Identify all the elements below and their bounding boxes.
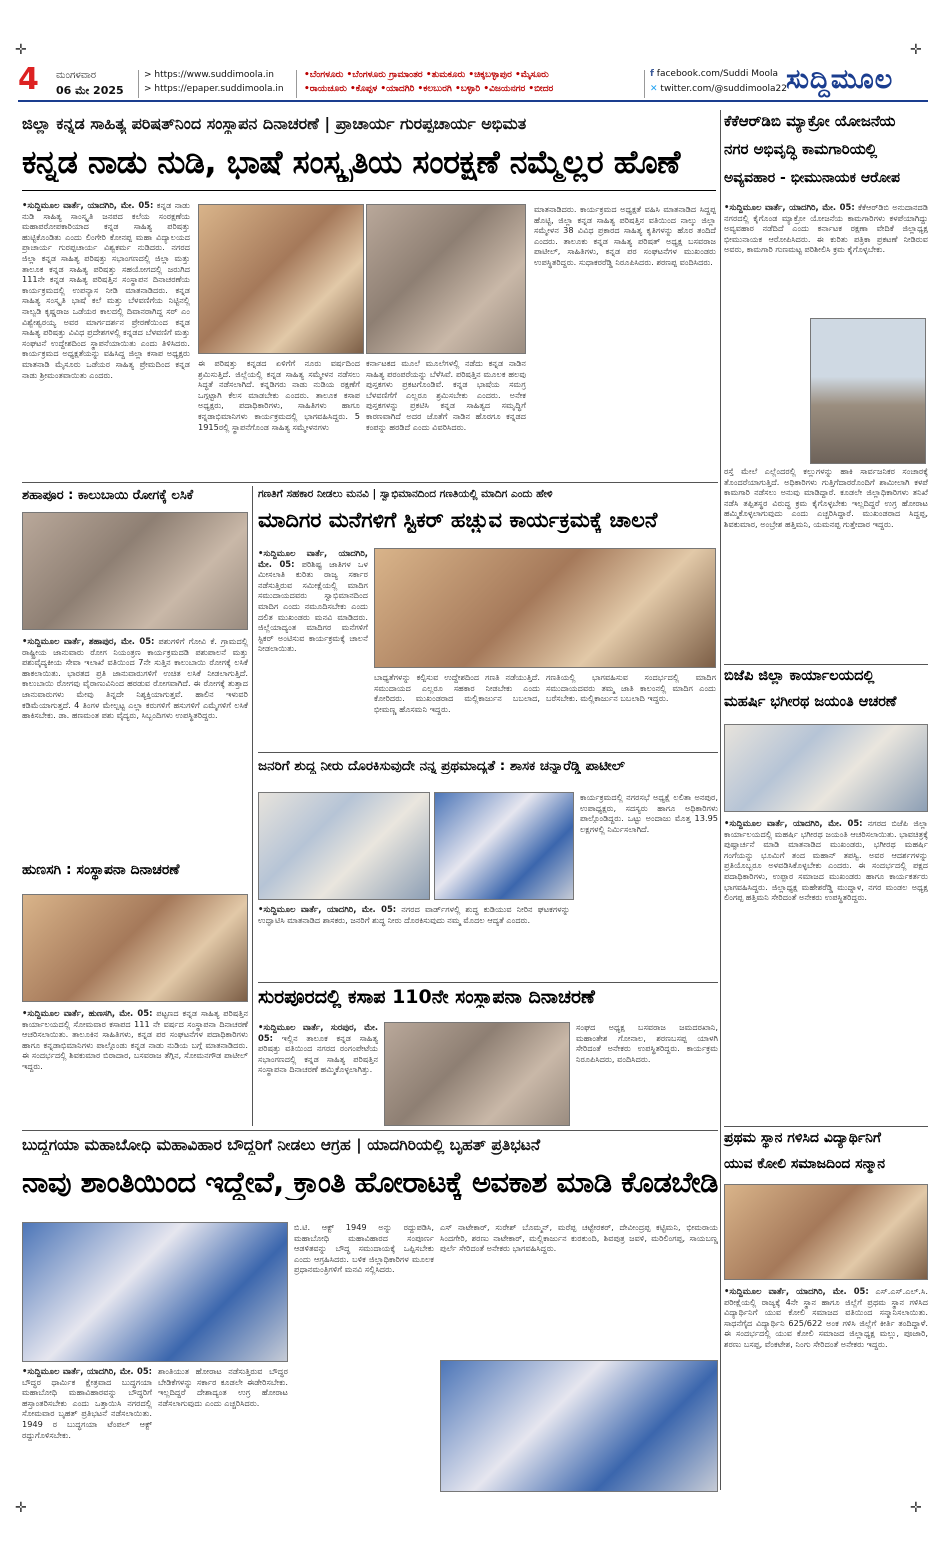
bjp-headline-l1: ಬಿಜೆಪಿ ಜಿಲ್ಲಾ ಕಾರ್ಯಾಲಯದಲ್ಲಿ: [724, 668, 875, 684]
main-byline: •ಸುದ್ದಿಮೂಲ ವಾರ್ತೆ, ಯಾದಗಿರಿ, ಮೇ. 05:: [22, 200, 154, 210]
side1-text1: ಕೆಕೆಆರ್‌ಡಿಬಿ ಅನುದಾನದಡಿ ನಗರದಲ್ಲಿ ಕೈಗೊಂಡ ಮ್ಯಾಕ್ರೋ ಯೋಜನೆಯ ಕಾಮಗಾರಿಗಳು ಕಳಪೆಯಾಗಿದ್ದು ಅವ್ಯವಹಾರ ನಡೆದಿದೆ ಎಂದು ಕರ್ನಾಟಕ ರಕ್ಷಣಾ ವೇದಿಕೆ ಜಿಲ್ಲಾಧ್ಯಕ್ಷ ಭೀಮುನಾಯಕ ಆರೋಪಿಸಿದರು. ಈ ಕುರಿತು ಪತ್ರಿಕಾ ಪ್ರಕಟಣೆ ನೀಡಿರುವ ಅವರು, ಕಾಮಗಾರಿ ಗುಣಮಟ್ಟ ಪರಿಶೀಲಿಸಿ ಕ್ರಮ ಕೈಗೊಳ್ಳಬೇಕು.: [724, 202, 928, 255]
buddha-kicker: ಬುದ್ಧಗಯಾ ಮಹಾಬೋಧಿ ಮಹಾವಿಹಾರ ಬೌದ್ಧರಿಗೆ ನೀಡಲು ಆಗ್ರಹ | ಯಾದಗಿರಿಯಲ್ಲಿ ಬೃಹತ್ ಪ್ರತಿಭಟನೆ: [22, 1136, 541, 1154]
masthead: [18, 62, 928, 104]
surapur-text2: ಸಂಘದ ಅಧ್ಯಕ್ಷ ಬಸವರಾಜ ಜಮದರಖಾನಿ, ಮಹಾಂತೇಶ ಗೋನಾಲ, ಶರಣಬಸಪ್ಪ ಯಾಳಗಿ ಸೇರಿದಂತೆ ಅನೇಕರು ಉಪಸ್ಥಿತರಿದ್ದರು. ಕಾರ್ಯಕ್ರಮ ನಿರೂಪಿಸಿದರು, ವಂದಿಸಿದರು.: [576, 1022, 718, 1064]
main-col3: ಕರ್ನಾಟಕದ ಮೂಲೆ ಮೂಲೆಗಳಲ್ಲಿ ನಡೆದು ಕನ್ನಡ ನಾಡಿನ ಸಾಹಿತ್ಯ ಪರಂಪರೆಯನ್ನು ಬೆಳೆಸಿವೆ. ಪರಿಷತ್ತಿನ ಮೂಲಕ ಹಲವು ಪುಸ್ತಕಗಳು ಪ್ರಕಟಗೊಂಡಿವೆ. ಕನ್ನಡ ಭಾಷೆಯ ಸಮಗ್ರ ಬೆಳವಣಿಗೆಗೆ ಎಲ್ಲರೂ ಶ್ರಮಿಸಬೇಕು ಎಂದರು. ಅನೇಕ ಪುಸ್ತಕಗಳನ್ನು ಪ್ರಕಟಿಸಿ ಕನ್ನಡ ಸಾಹಿತ್ಯದ ಸಮೃದ್ಧಿಗೆ ಕಾರಣವಾಗಿದೆ ಅದರ ಜೊತೆಗೆ ನಾಡಿನ ಹೊರಗೂ ಕನ್ನಡದ ಕಂಪನ್ನು ಹರಡಿದೆ ಎಂದು ವಿವರಿಸಿದರು.: [366, 358, 526, 432]
twitter-icon[interactable]: ✕: [650, 84, 658, 94]
side1-road-photo: [810, 318, 926, 464]
surapur-headline: ಸುರಪೂರದಲ್ಲಿ ಕಸಾಪ 110ನೇ ಸಂಸ್ಥಾಪನಾ ದಿನಾಚರಣೆ: [258, 986, 595, 1008]
buddha-byline: •ಸುದ್ದಿಮೂಲ ವಾರ್ತೆ, ಯಾದಗಿರಿ, ಮೇ. 05:: [22, 1366, 152, 1376]
water-text2: ಕಾರ್ಯಕ್ರಮದಲ್ಲಿ ನಗರಸಭೆ ಅಧ್ಯಕ್ಷೆ ಲಲಿತಾ ಅನಪುರ, ಉಪಾಧ್ಯಕ್ಷರು, ಸದಸ್ಯರು ಹಾಗೂ ಅಧಿಕಾರಿಗಳು ಪಾಲ್ಗೊಂಡಿದ್ದರು. ಒಟ್ಟು ಅಂದಾಜು ಮೊತ್ತ 13.95 ಲಕ್ಷಗಳಲ್ಲಿ ನಿರ್ಮಿಸಲಾಗಿದೆ.: [580, 792, 718, 834]
shahapur-text: ಪಶುಗಳಿಗೆ ಗೋವಿ ಕೆ. ಗ್ರಾಮದಲ್ಲಿ ರಾಷ್ಟ್ರೀಯ ಜಾನುವಾರು ರೋಗ ನಿಯಂತ್ರಣ ಕಾರ್ಯಕ್ರಮದಡಿ ಪಶುಪಾಲನೆ ಮತ್ತು ಪಶುವೈದ್ಯಕೀಯ ಸೇವಾ ಇಲಾಖೆ ವತಿಯಿಂದ 7ನೇ ಸುತ್ತಿನ ಕಾಲುಬಾಯಿ ರೋಗಕ್ಕೆ ಲಸಿಕೆ ಹಾಕಲಾಯಿತು. ಭಾರತದ ಪ್ರತಿ ಜಾನುವಾರುಗಳಿಗೆ ಉಚಿತ ಲಸಿಕೆ ನೀಡಲಾಗುತ್ತಿದೆ. ಕಾಲುಬಾಯಿ ರೋಗವು ವೈರಾಣುವಿನಿಂದ ಹರಡುವ ರೋಗವಾಗಿದೆ. ಈ ರೋಗಕ್ಕೆ ತುತ್ತಾದ ಜಾನುವಾರುಗಳು ಮೇವು ತಿನ್ನದೇ ನಿಶ್ಯಕ್ತಿಯಾಗುತ್ತವೆ. ಹಾಲಿನ ಇಳುವರಿ ಕಡಿಮೆಯಾಗುತ್ತದೆ. 4 ತಿಂಗಳ ಮೇಲ್ಪಟ್ಟ ಎಲ್ಲಾ ಕರುಗಳಿಗೆ ಹಸುಗಳಿಗೆ ಎಮ್ಮೆಗಳಿಗೆ ಲಸಿಕೆ ಹಾಕಿಸಬೇಕು. ಡಾ. ಹಣಮಂತ ಪಶು ವೈದ್ಯರು, ಸಿಬ್ಬಂದಿಗಳು ಉಪಸ್ಥಿತರಿದ್ದರು.: [22, 636, 248, 721]
bjp-story: [724, 668, 928, 1124]
buddha-text3: ಬಿ.ಟಿ. ಆಕ್ಟ್ 1949 ಅನ್ನು ರದ್ದುಪಡಿಸಿ, ಮಹಾಬೋಧಿ ಮಹಾವಿಹಾರದ ಸಂಪೂರ್ಣ ಆಡಳಿತವನ್ನು ಬೌದ್ಧ ಸಮುದಾಯಕ್ಕೆ ಒಪ್ಪಿಸಬೇಕು ಎಂದು ಆಗ್ರಹಿಸಿದರು. ಬಳಿಕ ಜಿಲ್ಲಾಧಿಕಾರಿಗಳ ಮೂಲಕ ಪ್ರಧಾನಮಂತ್ರಿಗಳಿಗೆ ಮನವಿ ಸಲ್ಲಿಸಿದರು.: [294, 1222, 434, 1275]
surapur-photo: [384, 1022, 570, 1126]
madiga-text2: ಬಾಧ್ಯತೆಗಳನ್ನು ಕಲ್ಪಿಸುವ ಉದ್ದೇಶದಿಂದ ಗಣತಿ ನಡೆಯುತ್ತಿದೆ. ಸಮುದಾಯದ ಎಲ್ಲರೂ ಸಹಕಾರ ನೀಡಬೇಕು ಎಂದು ಕೋರಿದರು. ಮುಖಂಡರಾದ ಮಲ್ಲಿಕಾರ್ಜುನ ಬಬಲಾದ, ಭೀಮಣ್ಣ ಹೊಸಮನಿ ಇದ್ದರು.: [374, 672, 540, 714]
epaper-link[interactable]: > https://epaper.suddimoola.in: [144, 84, 284, 94]
hunasagi-story: [22, 862, 248, 1128]
madiga-photo: [374, 548, 716, 668]
shahapur-headline: ಶಹಾಪೂರ : ಕಾಲುಬಾಯಿ ರೋಗಕ್ಕೆ ಲಸಿಕೆ: [22, 488, 194, 503]
website-link[interactable]: > https://www.suddimoola.in: [144, 70, 274, 80]
registration-mark-icon: ✛: [15, 42, 27, 58]
side1-headline-l3: ಅವ್ಯವಹಾರ - ಭೀಮುನಾಯಕ ಆರೋಪ: [724, 170, 900, 186]
vidyarthi-text: ಎಸ್.ಎಸ್.ಎಲ್.ಸಿ. ಪರೀಕ್ಷೆಯಲ್ಲಿ ರಾಜ್ಯಕ್ಕೆ 4ನೇ ಸ್ಥಾನ ಹಾಗೂ ಜಿಲ್ಲೆಗೆ ಪ್ರಥಮ ಸ್ಥಾನ ಗಳಿಸಿದ ವಿದ್ಯಾರ್ಥಿನಿಗೆ ಯುವ ಕೋಲಿ ಸಮಾಜದ ವತಿಯಿಂದ ಸನ್ಮಾನಿಸಲಾಯಿತು. ಸಾಧನೆಗೈದ ವಿದ್ಯಾರ್ಥಿನಿ 625/622 ಅಂಕ ಗಳಿಸಿ ಜಿಲ್ಲೆಗೆ ಕೀರ್ತಿ ತಂದಿದ್ದಾಳೆ. ಈ ಸಂದರ್ಭದಲ್ಲಿ ಯುವ ಕೋಲಿ ಸಮಾಜದ ಜಿಲ್ಲಾಧ್ಯಕ್ಷ ಮಲ್ಲು, ಪೂಜಾರಿ, ಶರಣು ಬಸಪ್ಪ, ವೆಂಕಟೇಶ, ನಿಂಗು ಸೇರಿದಂತೆ ಅನೇಕರು ಇದ್ದರು.: [724, 1286, 928, 1349]
facebook-icon[interactable]: f: [650, 69, 654, 79]
date: 06 ಮೇ 2025: [56, 84, 124, 97]
logo: ಸುದ್ದಿಮೂಲ: [786, 64, 894, 95]
districts-row-1: •ಬೆಂಗಳೂರು •ಬೆಂಗಳೂರು ಗ್ರಾಮಾಂತರ •ತುಮಕೂರು •ಚಿಕ್ಕಬಳ್ಳಾಪುರ •ಮೈಸೂರು: [304, 70, 549, 80]
buddha-text2: ಶಾಂತಿಯುತ ಹೋರಾಟ ನಡೆಸುತ್ತಿರುವ ಬೌದ್ಧರ ಬೇಡಿಕೆಗಳನ್ನು ಸರ್ಕಾರ ಕೂಡಲೇ ಈಡೇರಿಸಬೇಕು. ಇಲ್ಲದಿದ್ದರೆ ದೇಶಾದ್ಯಂತ ಉಗ್ರ ಹೋರಾಟ ನಡೆಸಲಾಗುವುದು ಎಂದು ಎಚ್ಚರಿಸಿದರು.: [158, 1366, 288, 1408]
madiga-text3: ಗಣತಿಯಲ್ಲಿ ಭಾಗವಹಿಸುವ ಸಂದರ್ಭದಲ್ಲಿ ಮಾದಿಗ ಸಮುದಾಯದವರು ತಮ್ಮ ಜಾತಿ ಕಾಲಂನಲ್ಲಿ ಮಾದಿಗ ಎಂದು ಬರೆಸಬೇಕು. ಮಲ್ಲಿಕಾರ್ಜುನ ಬಬಲಾದಿ ಇದ್ದರು.: [546, 672, 716, 704]
registration-mark-icon: ✛: [910, 1500, 922, 1516]
side1-headline-l2: ನಗರ ಅಭಿವೃದ್ಧಿ ಕಾಮಗಾರಿಯಲ್ಲಿ: [724, 140, 878, 158]
main-col1: ಕನ್ನಡ ನಾಡು ನುಡಿ ಸಾಹಿತ್ಯ ಸಾಂಸ್ಕೃತಿ ಜನಪದ ಕಲೆಯ ಸಂರಕ್ಷಣೆಯ ಮಹಾಪರೋಪಕಾರಿಯಾದ ಕನ್ನಡ ಸಾಹಿತ್ಯ ಪರಿಷತ್ತು ಹುಟ್ಟಿಕೊಂಡಿತು ಎಂದು ಲಿಂಗೇರಿ ಕೋನಪ್ಪ ಮಹಾ ವಿದ್ಯಾಲಯದ ಪ್ರಾಚಾರ್ಯ ಗುರಪ್ಪಚಾರ್ಯ ವಿಶ್ವಕರ್ಮ ನುಡಿದರು. ನಗರದ ಜಿಲ್ಲಾ ಕನ್ನಡ ಸಾಹಿತ್ಯ ಪರಿಷತ್ತು ಸಭಾಂಗಣದಲ್ಲಿ ಜಿಲ್ಲಾ ಮತ್ತು ತಾಲೂಕ ಕನ್ನಡ ಸಾಹಿತ್ಯ ಪರಿಷತ್ತು ಸಹಯೋಗದಲ್ಲಿ ಜರುಗಿದ 111ನೇ ಕನ್ನಡ ಸಾಹಿತ್ಯ ಪರಿಷತ್ತಿನ ಸಂಸ್ಥಾಪನ ದಿನಾಚರಣೆಯ ಕಾರ್ಯಕ್ರಮದಲ್ಲಿ ಉಪನ್ಯಾಸ ನೀಡಿ ಮಾತನಾಡಿದರು. ಕನ್ನಡ ಸಾಹಿತ್ಯ ಸಂಸ್ಕೃತಿ ಭಾಷೆ ಕಲೆ ಮತ್ತು ಬೆಳವಣಿಗೆಯ ನಿಟ್ಟಿನಲ್ಲಿ ನಾಲ್ವಡಿ ಕೃಷ್ಣರಾಜ ಒಡೆಯರ ಕಾಲದಲ್ಲಿ ದಿವಾನರಾಗಿದ್ದ ಸರ್ ಎಂ ವಿಶ್ವೇಶ್ವರಯ್ಯ ಅವರ ಮಾರ್ಗದರ್ಶನ ಪ್ರೇರಣೆಯಿಂದ ಕನ್ನಡ ಸಾಹಿತ್ಯ ಪರಿಷತ್ತು ವಿವಿಧ ಪ್ರದೇಶಗಳಲ್ಲಿ ಕನ್ನಡದ ಬೆಳವಣಿಗೆ ಮತ್ತು ಸಂಘಟನೆ ಉದ್ದೇಶದಿಂದ ಸ್ಥಾಪನೆಯಾಯಿತು ಎಂದು ತಿಳಿಸಿದರು. ಕಾರ್ಯಕ್ರಮದ ಅಧ್ಯಕ್ಷತೆಯನ್ನು ವಹಿಸಿದ್ದ ಜಿಲ್ಲಾ ಕಸಾಪ ಅಧ್ಯಕ್ಷರು ಮಾತನಾಡಿ ಮೈಸೂರು ಒಡೆಯರ ಸಾಹಿತ್ಯ ಪ್ರೇಮದಿಂದ ಕನ್ನಡ ನಾಡು ಶ್ರೀಮಂತವಾಯಿತು ಎಂದರು.: [22, 200, 190, 380]
side1-byline: •ಸುದ್ದಿಮೂಲ ವಾರ್ತೆ, ಯಾದಗಿರಿ, ಮೇ. 05:: [724, 202, 855, 212]
buddha-text4: ಎಸ್ ನಾಟೇಕಾರ್, ಸುರೇಶ್ ಬೊಮ್ಮನ್, ಮರೆಪ್ಪ ಚಟ್ಟೇರಕರ್, ದೇವೀಂದ್ರಪ್ಪ ಕಟ್ಟಿಮನಿ, ಭೀಮರಾಯ ಸಿಂದಗೇರಿ, ಶರಣು ನಾಟೇಕಾರ್, ಮಲ್ಲಿಕಾರ್ಜುನ ಕುರಕುಂದಿ, ಶಿವಪುತ್ರ ಜವಳಿ, ಮರಿಲಿಂಗಪ್ಪ, ಸಾಯಬಣ್ಣ ಪುರ್ಲೆ ಸೇರಿದಂತೆ ಅನೇಕರು ಭಾಗವಹಿಸಿದ್ದರು.: [440, 1222, 718, 1254]
water-photo-2: [434, 792, 574, 900]
main-col2: ಈ ಪರಿಷತ್ತು ಕನ್ನಡದ ಏಳಿಗೆಗೆ ನೂರು ವರ್ಷದಿಂದ ಶ್ರಮಿಸುತ್ತಿದೆ. ಜಿಲ್ಲೆಯಲ್ಲಿ ಕನ್ನಡ ಸಾಹಿತ್ಯ ಸಮ್ಮೇಳನ ನಡೆಸಲು ಸಿದ್ಧತೆ ನಡೆಸಲಾಗಿದೆ. ಕನ್ನಡಿಗರು ನಾಡು ನುಡಿಯ ರಕ್ಷಣೆಗೆ ಒಗ್ಗಟ್ಟಾಗಿ ಕೆಲಸ ಮಾಡಬೇಕು ಎಂದರು. ತಾಲೂಕ ಕಸಾಪ ಅಧ್ಯಕ್ಷರು, ಪದಾಧಿಕಾರಿಗಳು, ಸಾಹಿತಿಗಳು ಹಾಗೂ ಕನ್ನಡಾಭಿಮಾನಿಗಳು ಕಾರ್ಯಕ್ರಮದಲ್ಲಿ ಭಾಗವಹಿಸಿದ್ದರು. 5 1915ರಲ್ಲಿ ಸ್ಥಾಪನೆಗೊಂಡ ಸಾಹಿತ್ಯ ಸಮ್ಮೇಳನಗಳು: [198, 358, 360, 432]
madiga-byline: •ಸುದ್ದಿಮೂಲ ವಾರ್ತೆ, ಯಾದಗಿರಿ, ಮೇ. 05:: [258, 548, 368, 569]
buddha-photo-1: [22, 1222, 288, 1362]
water-byline: •ಸುದ್ದಿಮೂಲ ವಾರ್ತೆ, ಯಾದಗಿರಿ, ಮೇ. 05:: [258, 904, 397, 914]
water-photo-1: [258, 792, 430, 900]
hunasagi-byline: •ಸುದ್ದಿಮೂಲ ವಾರ್ತೆ, ಹುಣಸಗಿ, ಮೇ. 05:: [22, 1008, 153, 1018]
day: ಮಂಗಳವಾರ: [56, 70, 97, 81]
main-kicker: ಜಿಲ್ಲಾ ಕನ್ನಡ ಸಾಹಿತ್ಯ ಪರಿಷತ್‌ನಿಂದ ಸಂಸ್ಥಾಪನ ದಿನಾಚರಣೆ | ಪ್ರಾಚಾರ್ಯ ಗುರಪ್ಪಚಾರ್ಯ ಅಭಿಮತ: [22, 114, 527, 133]
surapur-story: [258, 986, 718, 1128]
bjp-headline-l2: ಮಹರ್ಷಿ ಭಗೀರಥ ಜಯಂತಿ ಆಚರಣೆ: [724, 694, 897, 710]
main-photo-1: [198, 204, 364, 354]
water-headline: ಜನರಿಗೆ ಶುದ್ಧ ನೀರು ದೊರಕಿಸುವುದೇ ನನ್ನ ಪ್ರಥಮಾದ್ಯತೆ : ಶಾಸಕ ಚನ್ನಾರೆಡ್ಡಿ ಪಾಟೀಲ್: [258, 758, 625, 774]
surapur-byline: •ಸುದ್ದಿಮೂಲ ವಾರ್ತೆ, ಸುರಪುರ, ಮೇ. 05:: [258, 1022, 378, 1043]
vidyarthi-headline-l1: ಪ್ರಥಮ ಸ್ಥಾನ ಗಳಿಸಿದ ವಿದ್ಯಾರ್ಥಿನಿಗೆ: [724, 1130, 881, 1146]
bjp-text: ನಗರದ ಬಿಜೆಪಿ ಜಿಲ್ಲಾ ಕಾರ್ಯಾಲಯದಲ್ಲಿ ಮಹರ್ಷಿ ಭಗೀರಥ ಜಯಂತಿ ಆಚರಿಸಲಾಯಿತು. ಭಾವಚಿತ್ರಕ್ಕೆ ಪುಷ್ಪಾರ್ಚನೆ ಮಾಡಿ ಮಾತನಾಡಿದ ಮುಖಂಡರು, ಭಗೀರಥ ಮಹರ್ಷಿ ಗಂಗೆಯನ್ನು ಭೂಮಿಗೆ ತಂದ ಮಹಾನ್ ತಪಸ್ವಿ. ಅವರ ಆದರ್ಶಗಳನ್ನು ಪ್ರತಿಯೊಬ್ಬರೂ ಅಳವಡಿಸಿಕೊಳ್ಳಬೇಕು ಎಂದರು. ಈ ಸಂದರ್ಭದಲ್ಲಿ ಪಕ್ಷದ ಪದಾಧಿಕಾರಿಗಳು, ಉಪ್ಪಾರ ಸಮಾಜದ ಮುಖಂಡರು ಹಾಗೂ ಕಾರ್ಯಕರ್ತರು ಭಾಗವಹಿಸಿದ್ದರು. ಜಿಲ್ಲಾಧ್ಯಕ್ಷ ಮಹೇಶರೆಡ್ಡಿ ಮುದ್ನಾಳ, ನಗರ ಮಂಡಲ ಅಧ್ಯಕ್ಷ ಲಿಂಗಪ್ಪ ಹತ್ತಿಮನಿ ಸೇರಿದಂತೆ ಅನೇಕರು ಉಪಸ್ಥಿತರಿದ್ದರು.: [724, 818, 928, 903]
page-number: 4: [18, 62, 39, 97]
registration-mark-icon: ✛: [15, 1500, 27, 1516]
water-story: [258, 756, 718, 978]
buddha-text1: ಬೌದ್ಧರ ಧಾರ್ಮಿಕ ಕ್ಷೇತ್ರವಾದ ಬುದ್ಧಗಯಾ ಮಹಾಬೋಧಿ ಮಹಾವಿಹಾರವನ್ನು ಬೌದ್ಧರಿಗೆ ಹಸ್ತಾಂತರಿಸಬೇಕು ಎಂದು ಒತ್ತಾಯಿಸಿ ನಗರದಲ್ಲಿ ಸೋಮವಾರ ಬೃಹತ್ ಪ್ರತಿಭಟನೆ ನಡೆಸಲಾಯಿತು. 1949 ರ ಬುದ್ಧಗಯಾ ಟೆಂಪಲ್ ಆಕ್ಟ್ ರದ್ದುಗೊಳಿಸಬೇಕು.: [22, 1376, 152, 1440]
buddha-story: [22, 1134, 718, 1492]
side1-text2: ರಸ್ತೆ ಮೇಲೆ ಎಲ್ಲೆಂದರಲ್ಲಿ ಕಲ್ಲುಗಳನ್ನು ಹಾಕಿ ಸಾರ್ವಜನಿಕರ ಸಂಚಾರಕ್ಕೆ ತೊಂದರೆಯಾಗುತ್ತಿದೆ. ಅಧಿಕಾರಿಗಳು ಗುತ್ತಿಗೆದಾರರೊಂದಿಗೆ ಶಾಮೀಲಾಗಿ ಕಳಪೆ ಕಾಮಗಾರಿ ನಡೆಸಲು ಅನುವು ಮಾಡಿದ್ದಾರೆ. ಕೂಡಲೇ ಜಿಲ್ಲಾಧಿಕಾರಿಗಳು ತನಿಖೆ ನಡೆಸಿ ತಪ್ಪಿತಸ್ಥರ ವಿರುದ್ಧ ಕ್ರಮ ಕೈಗೊಳ್ಳಬೇಕು ಇಲ್ಲದಿದ್ದರೆ ಉಗ್ರ ಹೋರಾಟ ಹಮ್ಮಿಕೊಳ್ಳಲಾಗುವುದು ಎಂದು ಎಚ್ಚರಿಸಿದ್ದಾರೆ. ಮುಖಂಡರಾದ ಸಿದ್ದಪ್ಪ, ಶಿವಕುಮಾರ, ಅಂಬ್ರೇಶ ಹತ್ತಿಮನಿ, ಯಮನಪ್ಪ ಗುತ್ತೇದಾರ ಇದ್ದರು.: [724, 466, 928, 529]
registration-mark-icon: ✛: [910, 42, 922, 58]
water-text1: ನಗರದ ವಾರ್ಡ್‌ಗಳಲ್ಲಿ ಶುದ್ಧ ಕುಡಿಯುವ ನೀರಿನ ಘಟಕಗಳನ್ನು ಉದ್ಘಾಟಿಸಿ ಮಾತನಾಡಿದ ಶಾಸಕರು, ಜನರಿಗೆ ಶುದ್ಧ ನೀರು ದೊರಕಿಸುವುದು ನಮ್ಮ ಮೊದಲ ಆದ್ಯತೆ ಎಂದರು.: [258, 904, 570, 925]
districts-row-2: •ರಾಯಚೂರು •ಕೊಪ್ಪಳ •ಯಾದಗಿರಿ •ಕಲಬುರಗಿ •ಬಳ್ಳಾರಿ •ವಿಜಯನಗರ •ಬೀದರ: [304, 84, 554, 94]
madiga-kicker: ಗಣತಿಗೆ ಸಹಕಾರ ನೀಡಲು ಮನವಿ | ಸ್ವಾಭಿಮಾನದಿಂದ ಗಣತಿಯಲ್ಲಿ ಮಾದಿಗ ಎಂದು ಹೇಳಿ: [258, 488, 553, 500]
main-photo-2: [366, 204, 526, 354]
facebook-link[interactable]: facebook.com/Suddi Moola: [656, 69, 779, 79]
vidyarthi-headline-l2: ಯುವ ಕೋಲಿ ಸಮಾಜದಿಂದ ಸನ್ಮಾನ: [724, 1156, 886, 1172]
hunasagi-headline: ಹುಣಸಗಿ : ಸಂಸ್ಥಾಪನಾ ದಿನಾಚರಣೆ: [22, 862, 180, 878]
hunasagi-photo: [22, 894, 248, 1002]
vidyarthi-photo: [724, 1184, 928, 1280]
madiga-story: [258, 486, 718, 750]
twitter-link[interactable]: twitter.com/@suddimoola22: [660, 84, 787, 94]
main-headline: ಕನ್ನಡ ನಾಡು ನುಡಿ, ಭಾಷೆ ಸಂಸ್ಕೃತಿಯ ಸಂರಕ್ಷಣೆ ನಮ್ಮೆಲ್ಲರ ಹೊಣೆ: [22, 143, 680, 181]
side-story-kkrdb: [724, 112, 928, 662]
surapur-text1: ಇಲ್ಲಿನ ತಾಲೂಕ ಕನ್ನಡ ಸಾಹಿತ್ಯ ಪರಿಷತ್ತು ವತಿಯಿಂದ ನಗರದ ರಂಗಂಪೇಟೆಯ ಸಭಾಂಗಣದಲ್ಲಿ ಕನ್ನಡ ಸಾಹಿತ್ಯ ಪರಿಷತ್ತಿನ ಸಂಸ್ಥಾಪನಾ ದಿನಾಚರಣೆ ಹಮ್ಮಿಕೊಳ್ಳಲಾಗಿತ್ತು.: [258, 1032, 378, 1075]
main-col4: ಮಾತನಾಡಿದರು. ಕಾರ್ಯಕ್ರಮದ ಅಧ್ಯಕ್ಷತೆ ವಹಿಸಿ ಮಾತನಾಡಿದ ಸಿದ್ದಪ್ಪ ಹೊಟ್ಟಿ, ಜಿಲ್ಲಾ ಕನ್ನಡ ಸಾಹಿತ್ಯ ಪರಿಷತ್ತಿನ ವತಿಯಿಂದ ನಾಲ್ಕು ಜಿಲ್ಲಾ ಸಮ್ಮೇಳನ 38 ವಿವಿಧ ಪ್ರಕಾರದ ಸಾಹಿತ್ಯ ಕೃತಿಗಳನ್ನು ಹೊರ ತಂದಿದೆ ಎಂದರು. ತಾಲೂಕು ಕನ್ನಡ ಸಾಹಿತ್ಯ ಪರಿಷತ್ ಅಧ್ಯಕ್ಷ ಬಸವರಾಜ ಪಾಟೀಲ್, ಸಾಹಿತಿಗಳು, ಕನ್ನಡ ಪರ ಸಂಘಟನೆಗಳ ಮುಖಂಡರು ಉಪಸ್ಥಿತರಿದ್ದರು. ಸುಧಾಕರರೆಡ್ಡಿ ನಿರೂಪಿಸಿದರು. ಶರಣಪ್ಪ ವಂದಿಸಿದರು.: [534, 204, 716, 267]
vidyarthi-byline: •ಸುದ್ದಿಮೂಲ ವಾರ್ತೆ, ಯಾದಗಿರಿ, ಮೇ. 05:: [724, 1286, 869, 1296]
side1-headline-l1: ಕೆಕೆಆರ್‌ಡಿಬಿ ಮ್ಯಾಕ್ರೋ ಯೋಜನೆಯ: [724, 112, 896, 130]
hunasagi-text: ಪಟ್ಟಣದ ಕನ್ನಡ ಸಾಹಿತ್ಯ ಪರಿಷತ್ತಿನ ಕಾರ್ಯಾಲಯದಲ್ಲಿ ಸೋಮವಾರ ಕಸಾಪದ 111 ನೇ ವರ್ಷದ ಸಂಸ್ಥಾಪನಾ ದಿನಾಚರಣೆ ಆಚರಿಸಲಾಯಿತು. ತಾಲೂಕಿನ ಸಾಹಿತಿಗಳು, ಕನ್ನಡ ಪರ ಸಂಘಟನೆಗಳ ಪದಾಧಿಕಾರಿಗಳು ಹಾಗೂ ಕನ್ನಡಾಭಿಮಾನಿಗಳು ಪಾಲ್ಗೊಂಡು ಕನ್ನಡ ನಾಡು ನುಡಿಯ ಬಗ್ಗೆ ಮಾತನಾಡಿದರು. ಈ ಸಂದರ್ಭದಲ್ಲಿ ಶಿವಕುಮಾರ ಬಿರಾದಾರ, ಬಸವರಾಜ ತೆಗ್ಗಿನ, ಸೋಮನಗೌಡ ಪಾಟೀಲ್ ಇದ್ದರು.: [22, 1008, 248, 1071]
madiga-headline: ಮಾದಿಗರ ಮನೆಗಳಿಗೆ ಸ್ಟಿಕರ್ ಹಚ್ಚುವ ಕಾರ್ಯಕ್ರಮಕ್ಕೆ ಚಾಲನೆ: [258, 508, 658, 532]
buddha-photo-2: [440, 1360, 718, 1492]
bjp-photo: [724, 724, 928, 812]
shahapur-story: [22, 486, 248, 856]
vidyarthi-story: [724, 1130, 928, 1492]
main-story: [22, 112, 716, 478]
shahapur-photo: [22, 512, 248, 630]
bjp-byline: •ಸುದ್ದಿಮೂಲ ವಾರ್ತೆ, ಯಾದಗಿರಿ, ಮೇ. 05:: [724, 818, 863, 828]
shahapur-byline: •ಸುದ್ದಿಮೂಲ ವಾರ್ತೆ, ಶಹಾಪುರ, ಮೇ. 05:: [22, 636, 155, 646]
buddha-headline: ನಾವು ಶಾಂತಿಯಿಂದ ಇದ್ದೇವೆ, ಕ್ರಾಂತಿ ಹೋರಾಟಕ್ಕೆ ಅವಕಾಶ ಮಾಡಿ ಕೊಡಬೇಡಿ: [22, 1165, 718, 1199]
madiga-text1: ಪರಿಶಿಷ್ಟ ಜಾತಿಗಳ ಒಳ ಮೀಸಲಾತಿ ಕುರಿತು ರಾಜ್ಯ ಸರ್ಕಾರ ನಡೆಸುತ್ತಿರುವ ಸಮೀಕ್ಷೆಯಲ್ಲಿ ಮಾದಿಗ ಸಮುದಾಯದವರು ಸ್ವಾಭಿಮಾನದಿಂದ ಮಾದಿಗ ಎಂದು ನಮೂದಿಸಬೇಕು ಎಂದು ದಲಿತ ಮುಖಂಡರು ಮನವಿ ಮಾಡಿದರು. ಜಿಲ್ಲೆಯಾದ್ಯಂತ ಮಾದಿಗರ ಮನೆಗಳಿಗೆ ಸ್ಟಿಕರ್ ಅಂಟಿಸುವ ಕಾರ್ಯಕ್ರಮಕ್ಕೆ ಚಾಲನೆ ನೀಡಲಾಯಿತು.: [258, 558, 368, 654]
